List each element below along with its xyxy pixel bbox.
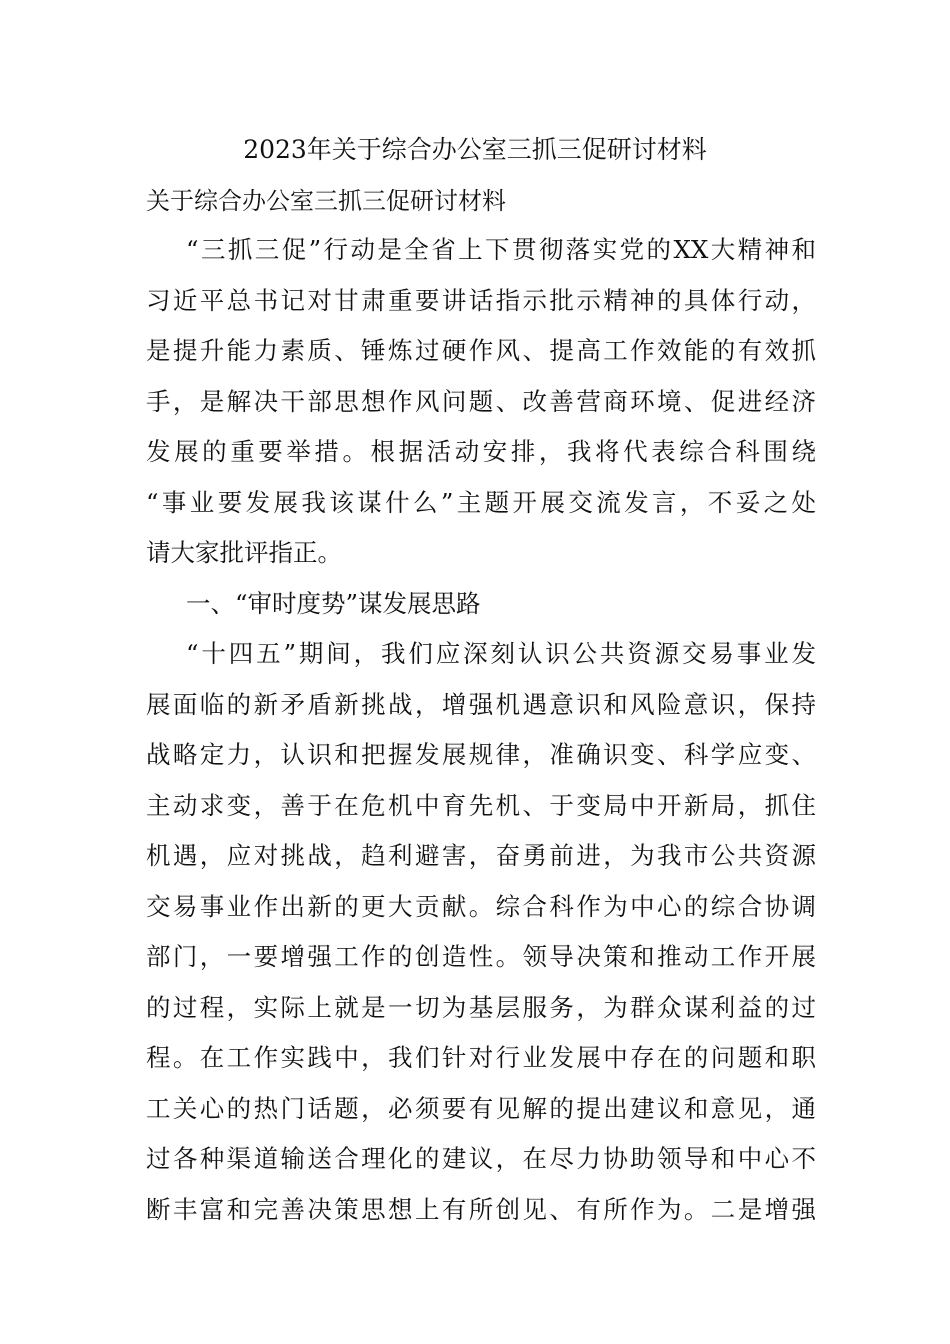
paragraph-line: 过各种渠道输送合理化的建议，在尽力协助领导和中心不 (146, 1144, 816, 1173)
paragraph-line: 断丰富和完善决策思想上有所创见、有所作为。二是增强 (146, 1194, 816, 1224)
paragraph-line: 交易事业作出新的更大贡献。综合科作为中心的综合协调 (146, 891, 816, 921)
paragraph-line: 程。在工作实践中，我们针对行业发展中存在的问题和职 (146, 1043, 816, 1072)
document-body (146, 230, 816, 1240)
paragraph-line: 发展的重要举措。根据活动安排，我将代表综合科围绕 (146, 437, 816, 466)
paragraph-line: 手，是解决干部思想作风问题、改善营商环境、促进经济 (146, 386, 816, 416)
paragraph-line: 是提升能力素质、锤炼过硬作风、提高工作效能的有效抓 (146, 336, 816, 365)
paragraph-line: 展面临的新矛盾新挑战，增强机遇意识和风险意识，保持 (146, 689, 816, 719)
document-subtitle: 关于综合办公室三抓三促研讨材料 (146, 187, 506, 215)
paragraph-line: “三抓三促”行动是全省上下贯彻落实党的XX大精神和 (186, 235, 816, 264)
paragraph-line: 部门，一要增强工作的创造性。领导决策和推动工作开展 (146, 942, 816, 971)
paragraph-line: 工关心的热门话题，必须要有见解的提出建议和意见，通 (146, 1093, 816, 1123)
paragraph-line: “十四五”期间，我们应深刻认识公共资源交易事业发 (186, 639, 816, 668)
paragraph-line: 习近平总书记对甘肃重要讲话指示批示精神的具体行动， (146, 285, 816, 315)
section-heading: 一、“审时度势”谋发展思路 (186, 588, 481, 618)
paragraph-line: 主动求变，善于在危机中育先机、于变局中开新局，抓住 (146, 790, 816, 820)
paragraph-line: “事业要发展我该谋什么”主题开展交流发言，不妥之处 (146, 487, 816, 517)
paragraph-line: 的过程，实际上就是一切为基层服务，为群众谋利益的过 (146, 992, 816, 1022)
paragraph-line: 战略定力，认识和把握发展规律，准确识变、科学应变、 (146, 740, 816, 769)
paragraph-line: 请大家批评指正。 (146, 538, 342, 567)
paragraph-line: 机遇，应对挑战，趋利避害，奋勇前进，为我市公共资源 (146, 841, 816, 870)
document-title: 2023年关于综合办公室三抓三促研讨材料 (243, 135, 707, 164)
